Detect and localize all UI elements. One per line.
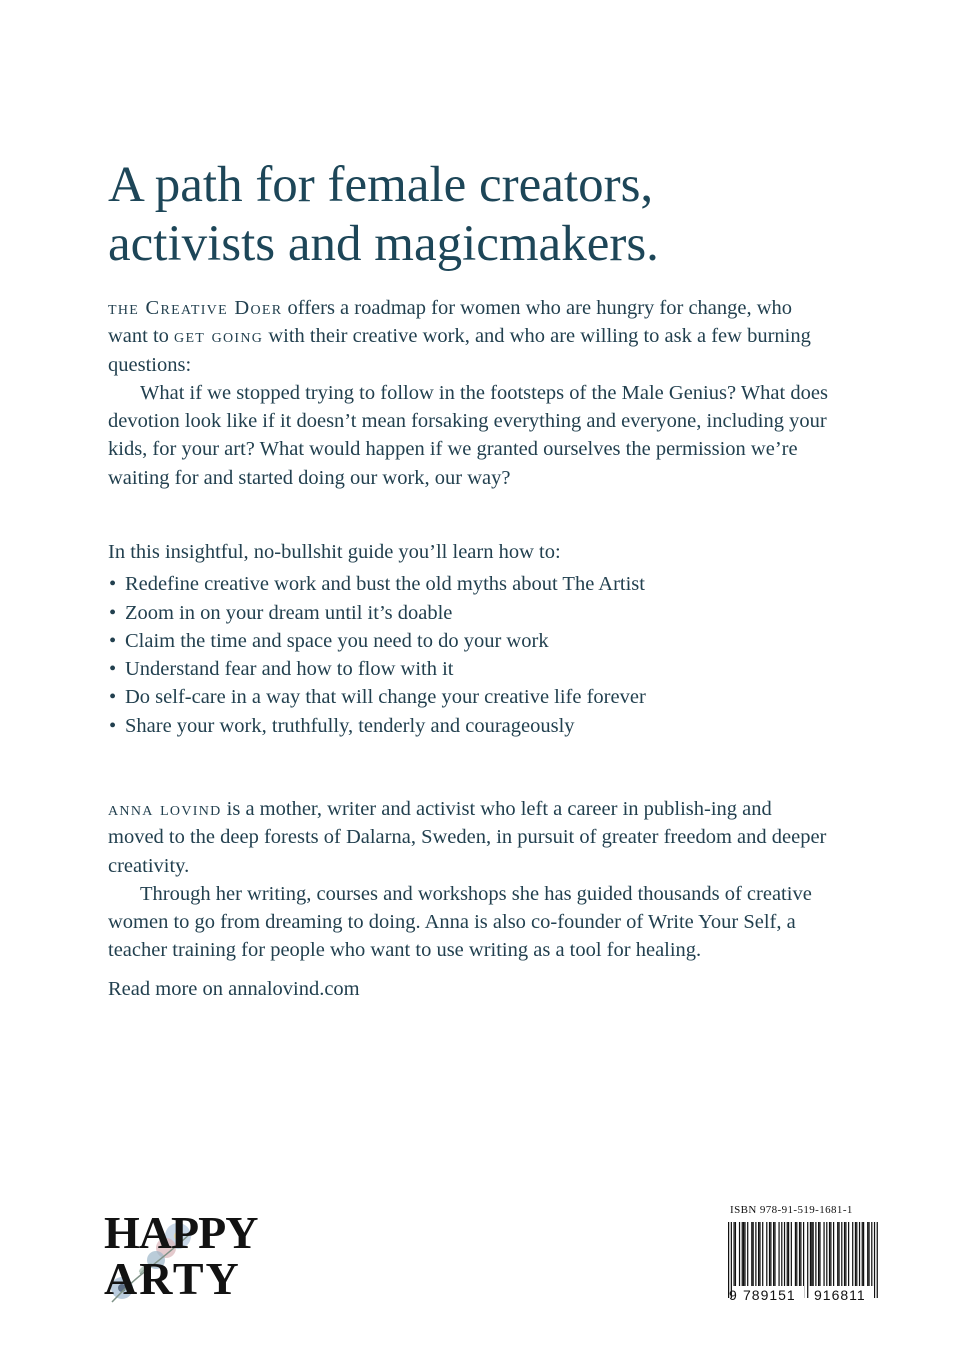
intro-emphasis: get going	[174, 325, 264, 348]
barcode-bar	[769, 1222, 770, 1286]
barcode-bar	[852, 1222, 853, 1286]
barcode-bar	[799, 1222, 800, 1286]
barcode-bar	[766, 1222, 767, 1286]
author-bio-a: is a mother, writer and activist who left a career in publish-ing and moved to the deep forests of Dalarna, Sweden, in pursuit of greater freedom and deeper creativity.	[108, 798, 827, 877]
list-item: • Zoom in on your dream until it’s doable	[108, 599, 828, 627]
learning-list	[108, 570, 828, 740]
barcode-bar	[778, 1222, 779, 1286]
list-item: • Understand fear and how to flow with it	[108, 655, 828, 683]
barcode-bar	[862, 1222, 863, 1286]
barcode-bar	[762, 1222, 763, 1286]
barcode-digits-left: 789151	[743, 1287, 796, 1302]
barcode-bar	[735, 1222, 736, 1286]
barcode-bar	[837, 1222, 838, 1286]
barcode-bar	[855, 1222, 856, 1286]
barcode-bar	[856, 1222, 857, 1286]
questions-paragraph: What if we stopped trying to follow in the footsteps of the Male Genius? What does devotion look like if it doesn’t mean forsaking everything and everyone, including your kids, for your art? What would happen if we granted ourselves the permission we’re waiting for and started doing our work, our way?	[108, 381, 828, 489]
barcode-bar	[807, 1222, 808, 1298]
isbn-block	[728, 1204, 878, 1304]
author-paragraph	[108, 795, 828, 880]
barcode-bar	[739, 1222, 740, 1286]
barcode-bar	[818, 1222, 819, 1286]
barcode-bar	[833, 1222, 834, 1286]
list-item: • Redefine creative work and bust the old myths about The Artist	[108, 570, 828, 598]
barcode-bar	[796, 1222, 797, 1286]
book-title: the Creative Doer	[108, 297, 283, 319]
barcode-bar	[800, 1222, 801, 1286]
barcode-bar	[795, 1222, 796, 1286]
publisher-logo	[100, 1202, 272, 1312]
author-paragraph-2: Through her writing, courses and workshops she has guided thousands of creative women to go from dreaming to doing. Anna is also co-founder of Write Your Self, a teacher training for people who want to use writing as a tool for healing.	[108, 882, 812, 962]
barcode-bar	[743, 1222, 744, 1286]
intro-text-a: offers a roadmap for women who are hungry for change, who want to	[108, 297, 793, 348]
barcode-bar	[751, 1222, 752, 1286]
barcode-bar	[788, 1222, 789, 1286]
barcode-bar	[744, 1222, 745, 1286]
headline	[108, 156, 868, 274]
barcode	[728, 1222, 878, 1302]
isbn-label: ISBN	[730, 1204, 757, 1216]
barcode-bar	[829, 1222, 830, 1286]
barcode-bar	[867, 1222, 868, 1286]
headline-line-2: activists and magicmakers.	[108, 216, 659, 272]
barcode-digit-lead: 9	[729, 1287, 737, 1302]
read-more-link[interactable]: Read more on annalovind.com	[108, 977, 360, 1000]
barcode-bar	[877, 1222, 878, 1298]
barcode-bar	[848, 1222, 849, 1286]
barcode-bar	[774, 1222, 775, 1286]
barcode-bar	[733, 1222, 734, 1286]
barcode-bar	[841, 1222, 842, 1286]
barcode-bar	[823, 1222, 824, 1286]
barcode-bar	[758, 1222, 759, 1286]
barcode-bar	[871, 1222, 872, 1286]
barcode-bar	[815, 1222, 816, 1286]
barcode-bar	[826, 1222, 827, 1286]
barcode-bar	[868, 1222, 869, 1286]
barcode-bar	[791, 1222, 792, 1286]
publisher-word-1: HAPPY	[104, 1207, 258, 1258]
barcode-bar	[859, 1222, 860, 1286]
headline-line-1: A path for female creators,	[108, 157, 654, 213]
barcode-bar	[753, 1222, 754, 1286]
barcode-bar	[819, 1222, 820, 1286]
barcode-bar	[810, 1222, 811, 1286]
barcode-digits-right: 916811	[814, 1287, 866, 1302]
intro-paragraph	[108, 294, 828, 379]
intro-text-b: with their creative work, and who are willing to ask a few burning questions:	[108, 325, 811, 376]
learning-lead: In this insightful, no-bullshit guide you’ll learn how to:	[108, 541, 561, 563]
barcode-bar	[844, 1222, 845, 1286]
barcode-bar	[759, 1222, 760, 1286]
barcode-bar	[811, 1222, 812, 1286]
list-item: • Share your work, truthfully, tenderly and courageously	[108, 712, 828, 740]
barcode-bar	[830, 1222, 831, 1286]
author-bio	[108, 795, 828, 1003]
barcode-bar	[845, 1222, 846, 1286]
barcode-bar	[755, 1222, 756, 1286]
barcode-bar	[747, 1222, 748, 1286]
learning-list-section	[108, 538, 828, 740]
barcode-bar	[773, 1222, 774, 1286]
publisher-word-2: ARTY	[104, 1253, 241, 1304]
barcode-bar	[874, 1222, 875, 1298]
barcode-bar	[787, 1222, 788, 1286]
barcode-bar	[863, 1222, 864, 1286]
barcode-bar	[781, 1222, 782, 1286]
author-name: anna lovind	[108, 798, 222, 820]
book-description	[108, 294, 828, 492]
barcode-bar	[838, 1222, 839, 1286]
barcode-bar	[742, 1222, 743, 1286]
barcode-bar	[784, 1222, 785, 1286]
barcode-bar	[813, 1222, 814, 1286]
isbn-text	[730, 1204, 880, 1216]
list-item: • Do self-care in a way that will change your creative life forever	[108, 683, 828, 711]
barcode-bar	[770, 1222, 771, 1286]
list-item: • Claim the time and space you need to do your work	[108, 627, 828, 655]
isbn-number: 978-91-519-1681-1	[759, 1204, 853, 1216]
